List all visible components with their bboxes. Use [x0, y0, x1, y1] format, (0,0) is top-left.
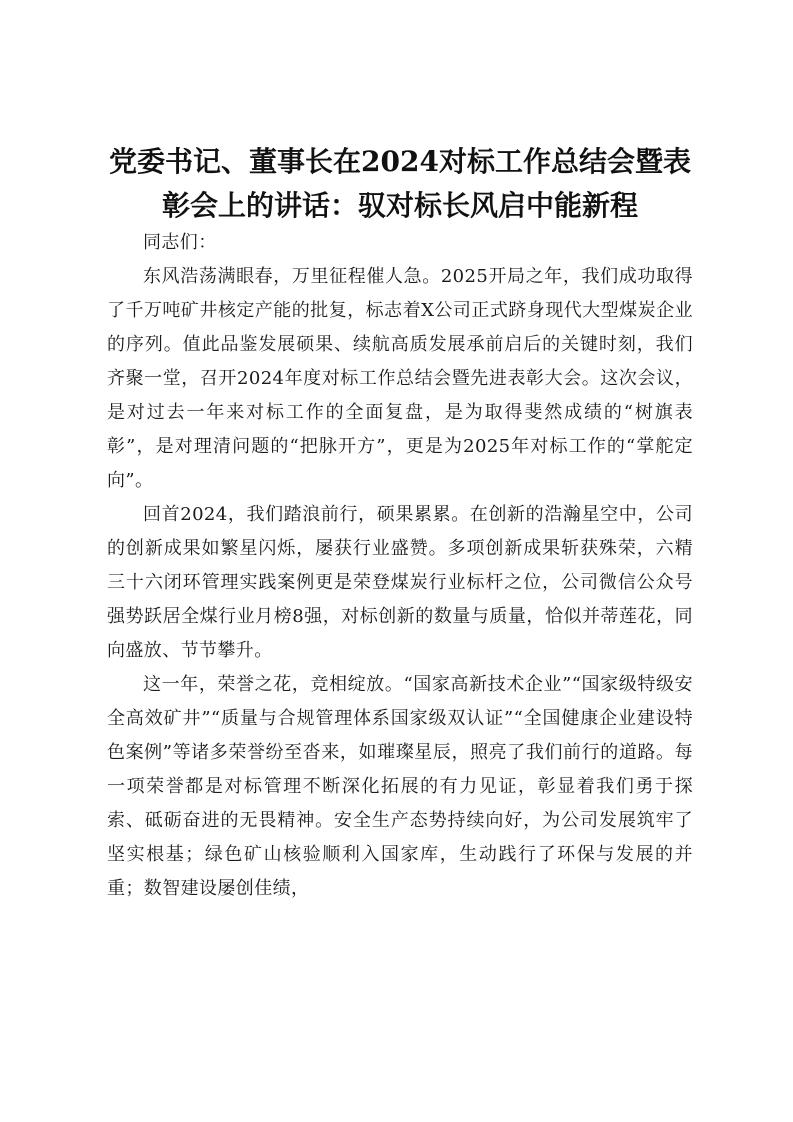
body-paragraph-1: 东风浩荡满眼春，万里征程催人急。2025开局之年，我们成功取得了千万吨矿井核定产能的批复，标志着X公司正式跻身现代大型煤炭企业的序列。值此品鉴发展硕果、续航高质发展承前启后的关键时刻，我们齐聚一堂，召开2024年度对标工作总结会暨先进表彰大会。这次会议，是对过去一年来对标工作的全面复盘，是为取得斐然成绩的“树旗表彰”，是对理清问题的“把脉开方”，更是为2025年对标工作的“掌舵定向”。 — [107, 266, 693, 491]
body-paragraph-2: 回首2024，我们踏浪前行，硕果累累。在创新的浩瀚星空中，公司的创新成果如繁星闪烁，屡获行业盛赞。多项创新成果斩获殊荣，六精三十六闭环管理实践案例更是荣登煤炭行业标杆之位，公司微信公众号强势跃居全煤行业月榜8强，对标创新的数量与质量，恰似并蒂莲花，同向盛放、节节攀升。 — [107, 504, 693, 661]
salutation: 同志们： — [143, 232, 217, 253]
document-body — [107, 226, 693, 906]
document-title: 党委书记、董事长在2024对标工作总结会暨表彰会上的讲话：驭对标长风启中能新程 — [109, 145, 691, 222]
body-paragraph-3: 这一年，荣誉之花，竞相绽放。“国家高新技术企业”“国家级特级安全高效矿井”“质量与合规管理体系国家级双认证”“全国健康企业建设特色案例”等诸多荣誉纷至沓来，如璀璨星辰，照亮了我们前行的道路。每一项荣誉都是对标管理不断深化拓展的有力见证，彰显着我们勇于探索、砥砺奋进的无畏精神。安全生产态势持续向好，为公司发展筑牢了坚实根基；绿色矿山核验顺利入国家库，生动践行了环保与发展的并重；数智建设屡创佳绩， — [107, 674, 693, 899]
